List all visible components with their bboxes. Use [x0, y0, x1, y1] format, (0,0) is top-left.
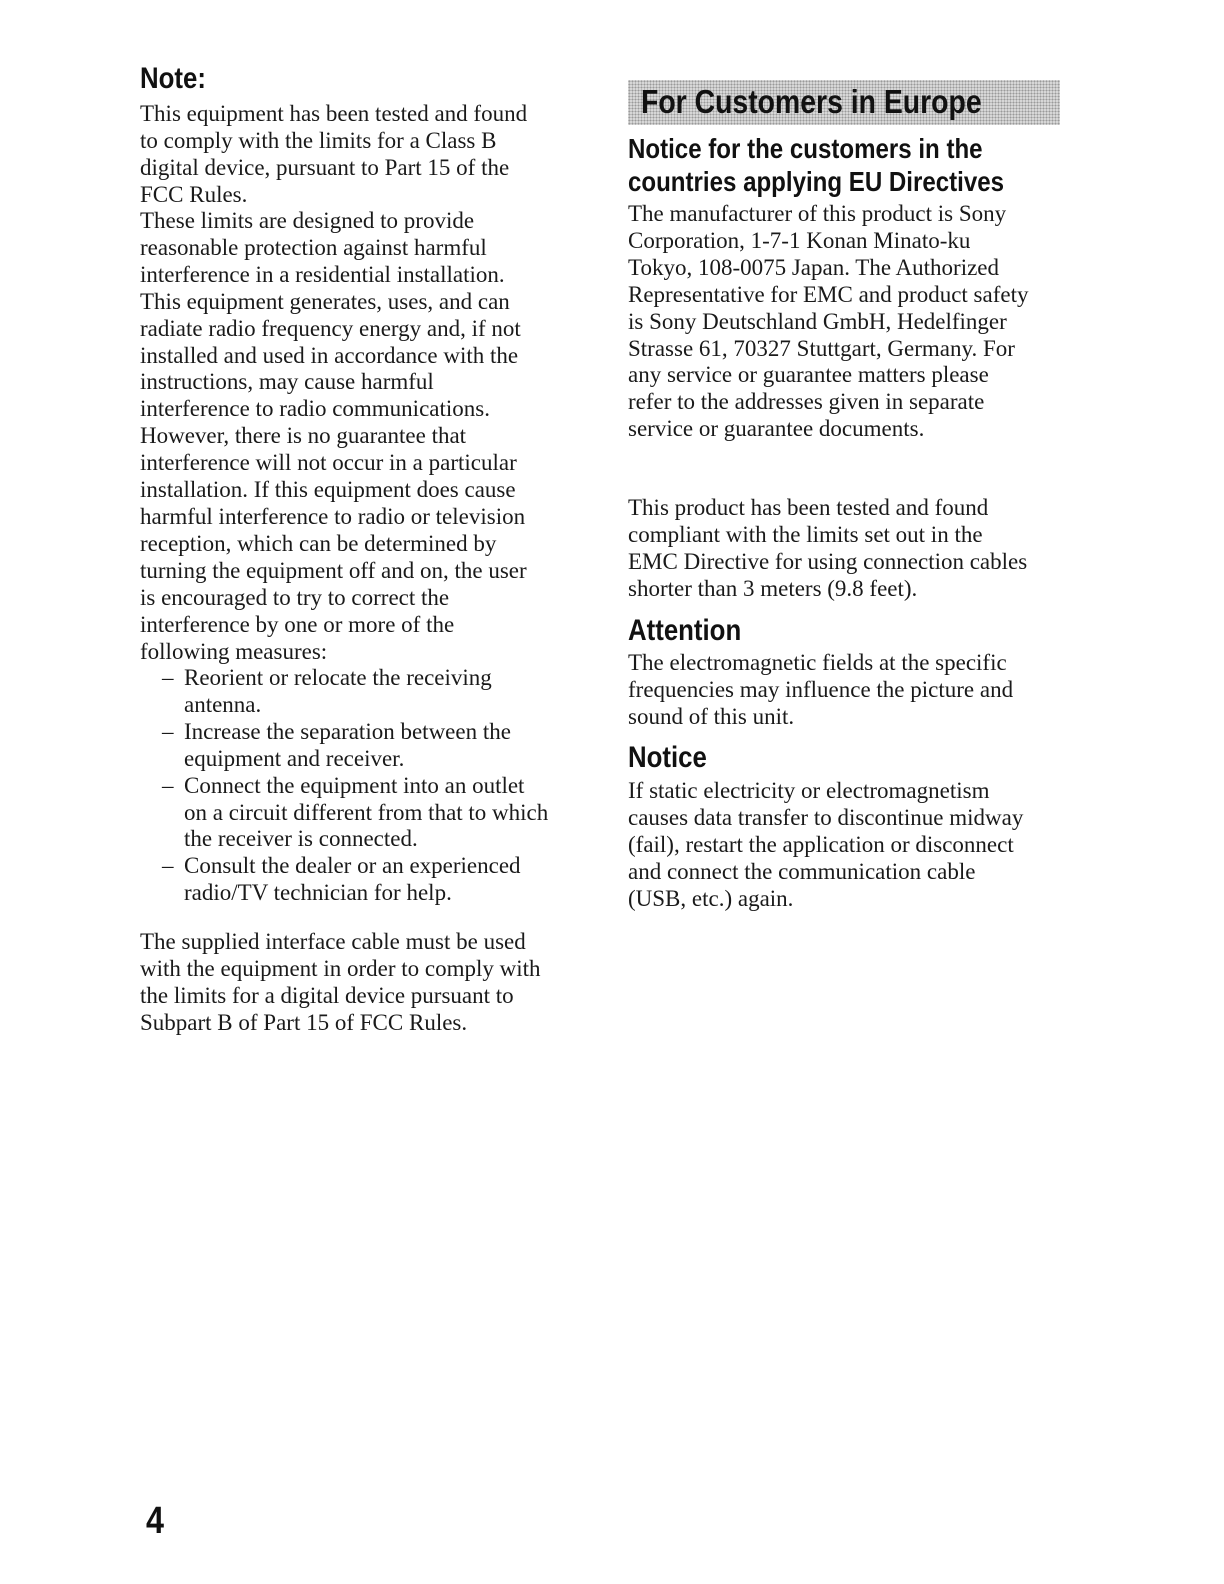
- text-line: Tokyo, 108-0075 Japan. The Authorized: [628, 254, 1000, 280]
- text-line: turning the equipment off and on, the user: [140, 557, 527, 583]
- note-paragraph-1: [140, 101, 590, 209]
- text-line: These limits are designed to provide: [140, 208, 475, 233]
- text-line: Strasse 61, 70327 Stuttgart, Germany. For: [628, 335, 1015, 361]
- eu-paragraph: [628, 201, 1078, 443]
- text-line: any service or guarantee matters please: [628, 362, 989, 388]
- text-line: Connect the equipment into an outlet: [184, 772, 525, 798]
- text-line: the limits for a digital device pursuant to: [140, 982, 514, 1008]
- text-line: reception, which can be determined by: [140, 530, 497, 556]
- heading-line: Notice for the customers in the: [628, 133, 983, 164]
- text-line: However, there is no guarantee that: [140, 423, 467, 449]
- text-line: (USB, etc.) again.: [628, 885, 794, 911]
- text-line: digital device, pursuant to Part 15 of the: [140, 154, 510, 180]
- text-line: interference by one or more of the: [140, 611, 455, 637]
- text-line: harmful interference to radio or television: [140, 503, 526, 529]
- text-line: the receiver is connected.: [184, 826, 418, 852]
- text-line: The electromagnetic fields at the specific: [628, 650, 1007, 675]
- text-line: is encouraged to try to correct the: [140, 584, 450, 610]
- text-line: The supplied interface cable must be used: [140, 929, 526, 954]
- text-line: interference will not occur in a particular: [140, 450, 517, 476]
- section-banner: [628, 80, 1060, 125]
- dash-bullet: –: [162, 718, 174, 744]
- notice-heading: Notice: [628, 741, 707, 774]
- text-line: is Sony Deutschland GmbH, Hedelfinger: [628, 308, 1007, 334]
- notice-paragraph: [628, 778, 1078, 913]
- text-line: installed and used in accordance with the: [140, 342, 519, 368]
- list-item: [140, 665, 590, 719]
- note-heading: Note:: [140, 62, 206, 95]
- text-line: frequencies may influence the picture and: [628, 676, 1014, 702]
- text-line: interference to radio communications.: [140, 396, 490, 422]
- list-item: [140, 773, 590, 854]
- dash-bullet: –: [162, 772, 174, 798]
- text-line: If static electricity or electromagnetism: [628, 778, 990, 803]
- text-line: Subpart B of Part 15 of FCC Rules.: [140, 1009, 468, 1035]
- text-line: Corporation, 1-7-1 Konan Minato-ku: [628, 227, 971, 253]
- attention-paragraph: [628, 650, 1078, 731]
- text-line: causes data transfer to discontinue midway: [628, 804, 1024, 830]
- text-line: (fail), restart the application or disconnect: [628, 831, 1014, 857]
- text-line: and connect the communication cable: [628, 858, 976, 884]
- eu-heading: [628, 132, 1065, 198]
- emc-paragraph: [628, 495, 1078, 603]
- text-line: Representative for EMC and product safety: [628, 281, 1029, 307]
- text-line: FCC Rules.: [140, 181, 248, 207]
- heading-line: countries applying EU Directives: [628, 166, 1005, 197]
- text-line: Consult the dealer or an experienced: [184, 853, 521, 879]
- text-line: installation. If this equipment does cause: [140, 477, 516, 503]
- text-line: radio/TV technician for help.: [184, 880, 452, 906]
- list-item: [140, 719, 590, 773]
- text-line: refer to the addresses given in separate: [628, 389, 985, 415]
- measures-list: [140, 665, 590, 907]
- text-line: equipment and receiver.: [184, 745, 405, 771]
- text-line: This equipment generates, uses, and can: [140, 288, 510, 314]
- text-line: radiate radio frequency energy and, if not: [140, 315, 521, 341]
- text-line: The manufacturer of this product is Sony: [628, 201, 1007, 226]
- text-line: shorter than 3 meters (9.8 feet).: [628, 575, 918, 601]
- text-line: This product has been tested and found: [628, 495, 989, 520]
- text-line: instructions, may cause harmful: [140, 369, 434, 395]
- text-line: Reorient or relocate the receiving: [184, 665, 492, 690]
- banner-title: For Customers in Europe: [641, 83, 982, 120]
- text-line: EMC Directive for using connection cables: [628, 548, 1028, 574]
- text-line: sound of this unit.: [628, 703, 795, 729]
- attention-heading: Attention: [628, 614, 742, 647]
- text-line: on a circuit different from that to which: [184, 799, 549, 825]
- text-line: reasonable protection against harmful: [140, 234, 487, 260]
- text-line: following measures:: [140, 638, 328, 664]
- text-line: with the equipment in order to comply with: [140, 955, 541, 981]
- text-line: compliant with the limits set out in the: [628, 521, 983, 547]
- page-number: 4: [146, 1500, 164, 1542]
- text-line: This equipment has been tested and found: [140, 101, 528, 126]
- text-line: antenna.: [184, 691, 262, 717]
- text-line: service or guarantee documents.: [628, 416, 925, 442]
- note-paragraph-2: [140, 208, 590, 665]
- dash-bullet: –: [162, 665, 174, 690]
- list-item: [140, 853, 590, 907]
- cable-paragraph: [140, 929, 590, 1037]
- text-line: Increase the separation between the: [184, 718, 511, 744]
- dash-bullet: –: [162, 853, 174, 879]
- text-line: interference in a residential installation.: [140, 261, 505, 287]
- text-line: to comply with the limits for a Class B: [140, 127, 497, 153]
